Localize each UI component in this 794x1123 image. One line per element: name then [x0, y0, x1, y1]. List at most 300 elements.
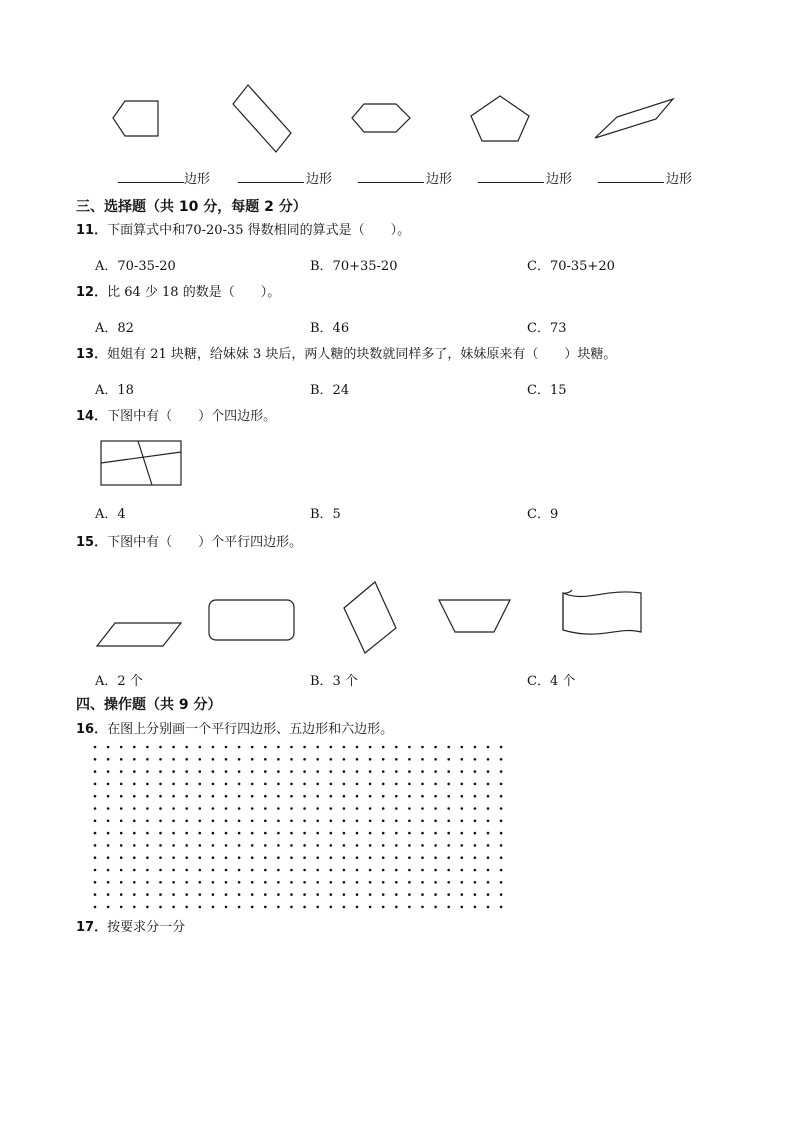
grid-dot [225, 770, 228, 773]
grid-dot [487, 746, 490, 749]
grid-dot [303, 856, 306, 859]
grid-dot [316, 795, 319, 798]
grid-dot [421, 770, 424, 773]
grid-dot [369, 869, 372, 872]
grid-dot [356, 869, 359, 872]
grid-dot [212, 807, 215, 810]
grid-dot [159, 893, 162, 896]
grid-dot [212, 832, 215, 835]
grid-dot [421, 881, 424, 884]
question-12-option-b[interactable]: B．46 [310, 321, 350, 336]
grid-dot [107, 869, 110, 872]
grid-dot [303, 807, 306, 810]
grid-dot [212, 856, 215, 859]
grid-dot [120, 906, 123, 909]
section-4-title: 四、操作题（共 9 分） [76, 697, 222, 713]
grid-dot [408, 807, 411, 810]
grid-dot [172, 746, 175, 749]
grid-dot [369, 906, 372, 909]
grid-dot [120, 807, 123, 810]
grid-dot [461, 856, 464, 859]
grid-dot [434, 906, 437, 909]
grid-dot [199, 807, 202, 810]
grid-dot [251, 881, 254, 884]
grid-dot [212, 820, 215, 823]
grid-dot [120, 746, 123, 749]
grid-dot [316, 807, 319, 810]
grid-dot [303, 795, 306, 798]
grid-dot [474, 795, 477, 798]
grid-dot [356, 881, 359, 884]
grid-dot [408, 795, 411, 798]
grid-dot [94, 856, 97, 859]
grid-dot [421, 820, 424, 823]
grid-dot [447, 807, 450, 810]
grid-dot [264, 844, 267, 847]
grid-dot [303, 746, 306, 749]
grid-dot [487, 795, 490, 798]
grid-dot [434, 783, 437, 786]
grid-dot [330, 881, 333, 884]
grid-dot [277, 746, 280, 749]
grid-dot [120, 893, 123, 896]
grid-dot [212, 906, 215, 909]
grid-dot [107, 795, 110, 798]
grid-dot [212, 746, 215, 749]
grid-dot [421, 807, 424, 810]
grid-dot [172, 770, 175, 773]
grid-dot [447, 783, 450, 786]
grid-dot [199, 856, 202, 859]
grid-dot [277, 795, 280, 798]
grid-dot [290, 758, 293, 761]
grid-dot [343, 893, 346, 896]
grid-dot [434, 844, 437, 847]
grid-dot [185, 881, 188, 884]
grid-dot [185, 856, 188, 859]
grid-dot [434, 832, 437, 835]
grid-dot [146, 869, 149, 872]
question-12-option-c[interactable]: C．73 [527, 321, 567, 336]
grid-dot [369, 893, 372, 896]
question-12-option-a[interactable]: A．82 [95, 321, 134, 336]
grid-dot [159, 820, 162, 823]
grid-dot [474, 807, 477, 810]
grid-dot [120, 844, 123, 847]
grid-dot [172, 758, 175, 761]
grid-dot [94, 795, 97, 798]
grid-dot [330, 795, 333, 798]
grid-dot [212, 783, 215, 786]
grid-dot [133, 869, 136, 872]
grid-dot [434, 795, 437, 798]
grid-dot [120, 820, 123, 823]
question-17-text: 按要求分一分 [107, 920, 186, 935]
grid-dot [146, 832, 149, 835]
grid-dot [277, 893, 280, 896]
grid-dot [199, 758, 202, 761]
grid-dot [408, 832, 411, 835]
grid-dot [316, 758, 319, 761]
grid-dot [382, 893, 385, 896]
question-15-text: 下图中有（ ）个平行四边形。 [107, 535, 303, 550]
grid-dot [172, 856, 175, 859]
grid-dot [107, 783, 110, 786]
grid-dot [303, 906, 306, 909]
grid-dot [238, 906, 241, 909]
grid-dot [290, 844, 293, 847]
grid-dot [212, 795, 215, 798]
grid-dot [290, 856, 293, 859]
grid-dot [94, 893, 97, 896]
grid-dot [251, 869, 254, 872]
grid-dot [290, 746, 293, 749]
question-13-option-c[interactable]: C．15 [527, 383, 567, 398]
grid-dot [330, 906, 333, 909]
grid-dot [107, 881, 110, 884]
grid-dot [212, 869, 215, 872]
grid-dot [264, 893, 267, 896]
blank-4-suffix: 边形 [546, 172, 573, 187]
grid-dot [330, 869, 333, 872]
grid-dot [238, 795, 241, 798]
grid-dot [421, 906, 424, 909]
grid-dot [199, 783, 202, 786]
grid-dot [330, 832, 333, 835]
grid-dot [395, 869, 398, 872]
grid-dot [277, 881, 280, 884]
grid-dot [343, 856, 346, 859]
grid-dot [382, 856, 385, 859]
grid-dot [290, 832, 293, 835]
grid-dot [225, 758, 228, 761]
grid-dot [225, 869, 228, 872]
grid-dot [264, 807, 267, 810]
grid-dot [277, 820, 280, 823]
grid-dot [185, 832, 188, 835]
question-13-text: 姐姐有 21 块糖，给妹妹 3 块后，两人糖的块数就同样多了，妹妹原来有（ ）块糖。 [107, 347, 617, 362]
grid-dot [474, 758, 477, 761]
grid-dot [94, 807, 97, 810]
question-14-option-c[interactable]: C．9 [527, 507, 559, 522]
grid-dot [133, 893, 136, 896]
question-11-option-b[interactable]: B．70+35-20 [310, 259, 398, 274]
grid-dot [303, 820, 306, 823]
grid-dot [94, 869, 97, 872]
grid-dot [408, 746, 411, 749]
grid-dot [474, 746, 477, 749]
grid-dot [395, 856, 398, 859]
grid-dot [343, 820, 346, 823]
grid-dot [264, 746, 267, 749]
grid-dot [290, 770, 293, 773]
grid-dot [474, 820, 477, 823]
question-15-number: 15． [76, 535, 108, 550]
grid-dot [172, 783, 175, 786]
grid-dot [303, 881, 306, 884]
grid-dot [185, 820, 188, 823]
grid-dot [212, 844, 215, 847]
grid-dot [356, 893, 359, 896]
question-15-option-b[interactable]: B．3 个 [310, 674, 358, 689]
grid-dot [461, 893, 464, 896]
grid-dot [290, 906, 293, 909]
grid-dot [146, 758, 149, 761]
grid-dot [421, 795, 424, 798]
grid-dot [172, 906, 175, 909]
grid-dot [356, 783, 359, 786]
grid-dot [277, 856, 280, 859]
grid-dot [500, 758, 503, 761]
grid-dot [159, 869, 162, 872]
grid-dot [487, 869, 490, 872]
grid-dot [434, 881, 437, 884]
question-14-option-a[interactable]: A．4 [95, 507, 126, 522]
grid-dot [343, 832, 346, 835]
grid-dot [146, 906, 149, 909]
grid-dot [251, 746, 254, 749]
grid-dot [474, 881, 477, 884]
question-17 [76, 920, 185, 936]
grid-dot [107, 770, 110, 773]
grid-dot [172, 807, 175, 810]
grid-dot [356, 844, 359, 847]
question-13-option-b[interactable]: B．24 [310, 383, 350, 398]
grid-dot [212, 770, 215, 773]
grid-dot [251, 807, 254, 810]
grid-dot [107, 906, 110, 909]
grid-dot [264, 770, 267, 773]
grid-dot [159, 906, 162, 909]
grid-dot [185, 746, 188, 749]
grid-dot [107, 746, 110, 749]
grid-dot [421, 856, 424, 859]
grid-dot [277, 807, 280, 810]
grid-dot [316, 869, 319, 872]
grid-dot [316, 832, 319, 835]
grid-dot [172, 832, 175, 835]
grid-dot [185, 758, 188, 761]
question-15-option-a[interactable]: A．2 个 [95, 674, 143, 689]
grid-dot [159, 783, 162, 786]
grid-dot [303, 844, 306, 847]
question-11-option-c[interactable]: C．70-35+20 [527, 259, 615, 274]
grid-dot [343, 869, 346, 872]
grid-dot [133, 783, 136, 786]
grid-dot [146, 770, 149, 773]
grid-dot [421, 893, 424, 896]
grid-dot [238, 881, 241, 884]
grid-dot [487, 856, 490, 859]
grid-dot [159, 770, 162, 773]
grid-dot [185, 783, 188, 786]
grid-dot [330, 783, 333, 786]
grid-dot [330, 758, 333, 761]
grid-dot [303, 770, 306, 773]
grid-dot [343, 758, 346, 761]
grid-dot [395, 832, 398, 835]
grid-dot [290, 795, 293, 798]
grid-dot [330, 893, 333, 896]
grid-dot [185, 844, 188, 847]
grid-dot [343, 795, 346, 798]
grid-dot [107, 844, 110, 847]
grid-dot [107, 807, 110, 810]
grid-dot [212, 758, 215, 761]
question-13-number: 13． [76, 347, 108, 362]
grid-dot [474, 844, 477, 847]
grid-dot [500, 881, 503, 884]
grid-dot [447, 770, 450, 773]
grid-dot [264, 881, 267, 884]
grid-dot [382, 869, 385, 872]
grid-dot [133, 881, 136, 884]
grid-dot [474, 783, 477, 786]
grid-dot [146, 856, 149, 859]
grid-dot [500, 746, 503, 749]
grid-dot [500, 770, 503, 773]
grid-dot [238, 783, 241, 786]
grid-dot [94, 906, 97, 909]
grid-dot [487, 881, 490, 884]
grid-dot [369, 856, 372, 859]
grid-dot [474, 832, 477, 835]
grid-dot [408, 893, 411, 896]
grid-dot [382, 881, 385, 884]
grid-dot [290, 820, 293, 823]
grid-dot [343, 746, 346, 749]
grid-dot [343, 844, 346, 847]
grid-dot [303, 783, 306, 786]
grid-dot [434, 746, 437, 749]
grid-dot [382, 906, 385, 909]
grid-dot [238, 758, 241, 761]
grid-dot [500, 844, 503, 847]
grid-dot [199, 795, 202, 798]
grid-dot [251, 783, 254, 786]
question-11-option-a[interactable]: A．70-35-20 [95, 259, 176, 274]
grid-dot [434, 820, 437, 823]
grid-dot [146, 807, 149, 810]
grid-dot [264, 820, 267, 823]
grid-dot [487, 820, 490, 823]
question-11-text: 下面算式中和70-20-35 得数相同的算式是（ ）。 [107, 223, 411, 238]
grid-dot [461, 844, 464, 847]
grid-dot [238, 856, 241, 859]
grid-dot [199, 893, 202, 896]
grid-dot [356, 832, 359, 835]
grid-dot [251, 893, 254, 896]
grid-dot [172, 881, 175, 884]
grid-dot [369, 795, 372, 798]
grid-dot [277, 783, 280, 786]
grid-dot [369, 807, 372, 810]
grid-dot [408, 770, 411, 773]
grid-dot [277, 770, 280, 773]
grid-dot [290, 807, 293, 810]
grid-dot [356, 758, 359, 761]
grid-dot [159, 807, 162, 810]
grid-dot [447, 869, 450, 872]
grid-dot [382, 770, 385, 773]
grid-dot [369, 844, 372, 847]
grid-dot [133, 807, 136, 810]
grid-dot [330, 820, 333, 823]
grid-dot [474, 856, 477, 859]
grid-dot [264, 795, 267, 798]
grid-dot [461, 770, 464, 773]
grid-dot [382, 795, 385, 798]
grid-dot [185, 770, 188, 773]
grid-dot [356, 795, 359, 798]
grid-dot [185, 906, 188, 909]
grid-dot [94, 758, 97, 761]
question-12-text: 比 64 少 18 的数是（ ）。 [107, 285, 281, 300]
question-13-option-a[interactable]: A．18 [95, 383, 134, 398]
grid-dot [133, 758, 136, 761]
grid-dot [500, 832, 503, 835]
grid-dot [225, 856, 228, 859]
grid-dot [447, 881, 450, 884]
grid-dot [146, 795, 149, 798]
grid-dot [487, 770, 490, 773]
grid-dot [277, 869, 280, 872]
grid-dot [421, 832, 424, 835]
grid-dot [172, 795, 175, 798]
grid-dot [94, 820, 97, 823]
grid-dot [251, 832, 254, 835]
grid-dot [94, 832, 97, 835]
grid-dot [434, 758, 437, 761]
grid-dot [185, 795, 188, 798]
grid-dot [107, 758, 110, 761]
grid-dot [356, 807, 359, 810]
grid-dot [264, 869, 267, 872]
grid-dot [461, 758, 464, 761]
grid-dot [225, 783, 228, 786]
question-15-option-c[interactable]: C．4 个 [527, 674, 576, 689]
grid-dot [316, 856, 319, 859]
grid-dot [434, 869, 437, 872]
grid-dot [159, 758, 162, 761]
grid-dot [303, 832, 306, 835]
grid-dot [225, 893, 228, 896]
grid-dot [382, 820, 385, 823]
grid-dot [356, 746, 359, 749]
grid-dot [238, 832, 241, 835]
grid-dot [395, 783, 398, 786]
grid-dot [487, 807, 490, 810]
grid-dot [408, 881, 411, 884]
grid-dot [500, 869, 503, 872]
grid-dot [264, 906, 267, 909]
grid-dot [120, 795, 123, 798]
grid-dot [133, 906, 136, 909]
grid-dot [447, 795, 450, 798]
grid-dot [421, 758, 424, 761]
grid-dot [447, 844, 450, 847]
question-14-number: 14． [76, 409, 108, 424]
grid-dot [500, 856, 503, 859]
grid-dot [251, 795, 254, 798]
grid-dot [447, 893, 450, 896]
grid-dot [500, 893, 503, 896]
grid-dot [94, 844, 97, 847]
blank-2-suffix: 边形 [306, 172, 333, 187]
question-14-option-b[interactable]: B．5 [310, 507, 341, 522]
grid-dot [316, 844, 319, 847]
grid-dot [133, 795, 136, 798]
